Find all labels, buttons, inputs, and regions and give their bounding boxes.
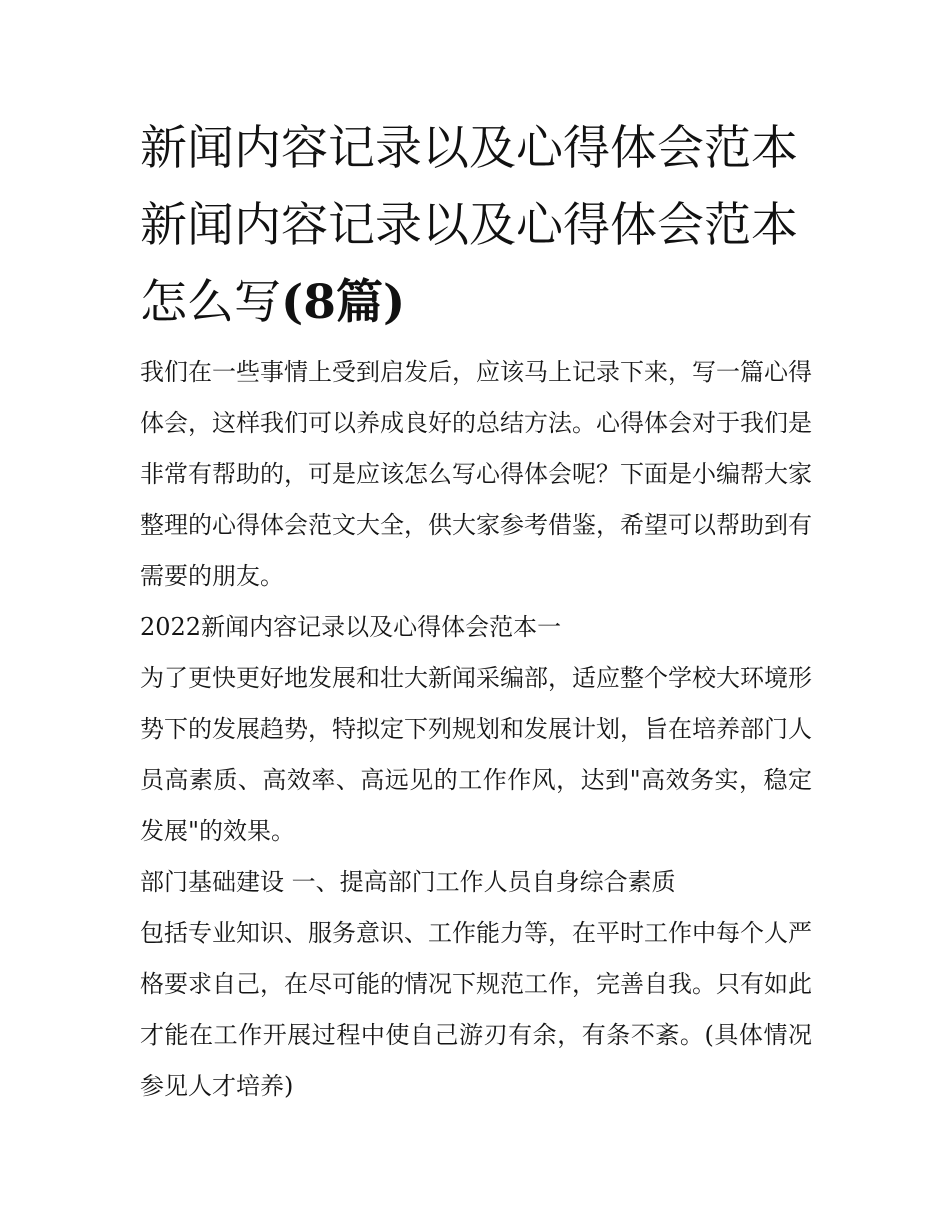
section-heading: 2022新闻内容记录以及心得体会范本一 xyxy=(140,613,562,641)
document-title xyxy=(140,110,812,341)
title-text: 新闻内容记录以及心得体会范本 新闻内容记录以及心得体会范本怎么写 xyxy=(140,121,798,330)
intro-paragraph: 我们在一些事情上受到启发后，应该马上记录下来，写一篇心得体会，这样我们可以养成良好的总结方法。心得体会对于我们是非常有帮助的，可是应该怎么写心得体会呢？下面是小编帮大家整理的心得体会范文大全，供大家参考借鉴，希望可以帮助到有需要的朋友。 xyxy=(140,358,812,590)
body-paragraph-1: 为了更快更好地发展和壮大新闻采编部，适应整个学校大环境形势下的发展趋势，特拟定下列规划和发展计划，旨在培养部门人员高素质、高效率、高远见的工作作风，达到"高效务实，稳定发展"的效果。 xyxy=(140,664,812,845)
title-count: (8篇) xyxy=(281,275,406,330)
body-paragraph-2: 包括专业知识、服务意识、工作能力等，在平时工作中每个人严格要求自己，在尽可能的情况下规范工作，完善自我。只有如此才能在工作开展过程中使自己游刃有余，有条不紊。(具体情况参见人才培养) xyxy=(140,919,812,1100)
document-content xyxy=(140,110,812,1112)
subsection-heading: 部门基础建设 一、提高部门工作人员自身综合素质 xyxy=(140,868,676,896)
